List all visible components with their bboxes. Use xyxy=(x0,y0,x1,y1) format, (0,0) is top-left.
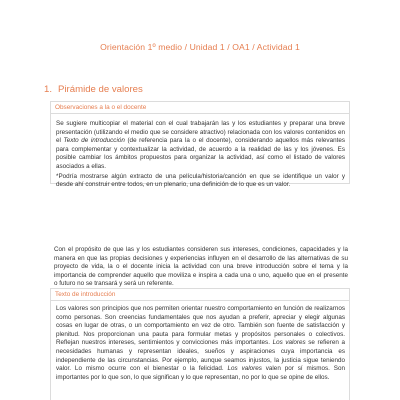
observations-box xyxy=(50,101,350,189)
introduction-text-box xyxy=(50,288,350,400)
introduction-text-paragraph xyxy=(56,305,345,382)
intro-text-part3: valen por sí mismos. Son importantes por lo que son, lo que significan y lo que representan, no por lo que se opine de ellos. xyxy=(56,365,346,381)
observations-paragraph-italic: Texto de introducción xyxy=(63,137,125,145)
intro-text-italic1: Los valores xyxy=(272,339,306,347)
observations-note: *Podría mostrarse algún extracto de una película/historia/canción en que se identifique un valor y desde ahí construir entre todos, en un plenario, una definición de lo que es un valor. xyxy=(56,172,345,189)
introduction-text-box-title: Texto de introducción xyxy=(51,289,349,301)
observations-paragraph-part1: Se sugiere multicopiar el material con el cual trabajarán las y los estudiantes y preparar una breve presentación (utilizando el medio que se considere atractivo) relacionada con los valores contenidos en el xyxy=(56,120,345,145)
intro-text-part1: Los valores son principios que nos permiten orientar nuestro comportamiento en función de realizarnos como personas. Son creencias fundamentales que nos ayudan a preferir, apreciar y elegir algunas cosas en lugar de otras, o un comportamiento en vez de otro. También son fuente de satisfacción y plenitud. Nos proporcionan una pauta para formular metas y propósitos personales o colectivos. Reflejan nuestros intereses, sentimientos y convicciones más importantes. xyxy=(56,305,345,347)
intro-paragraph xyxy=(54,246,348,289)
introduction-text-box-body xyxy=(51,301,349,382)
intro-text-italic2: Los valores xyxy=(227,365,262,373)
observations-paragraph-part2: (de referencia para la o el docente), considerando aquellos más relevantes para complementar y contextualizar la actividad, de acuerdo a la realidad de las y los jóvenes. Es posible cambiar los ámbitos propuestos para organizar la actividad, así como el listado de valores asociados a ellas. xyxy=(56,137,345,170)
section-title: Pirámide de valores xyxy=(58,84,143,95)
observations-paragraph xyxy=(56,120,345,172)
intro-paragraph-text: Con el propósito de que las y los estudiantes consideren sus intereses, condiciones, capacidades y la manera en que las propias decisiones y experiencias influyen en el desarrollo de las alternativas de su proyecto de vida, la o el docente inicia la actividad con una breve introducción sobre el tema y la importancia de comprender aquello que moviliza e inspira a cada una o uno, aquello que en el presente o futuro no se transará y será un referente. xyxy=(54,246,348,288)
observations-box-title: Observaciones a la o el docente xyxy=(51,102,349,114)
intro-text-part2: se refieren a necesidades humanas y representan ideales, sueños y aspiraciones cuya importancia es independiente de las circunstancias. Por ejemplo, aunque seamos injustos, la justicia sigue teniendo valor. Lo mismo ocurre con el bienestar o la felicidad. xyxy=(56,339,345,373)
section-number: 1. xyxy=(44,84,53,95)
page-breadcrumb: Orientación 1º medio / Unidad 1 / OA1 / Actividad 1 xyxy=(100,42,300,52)
observations-box-body xyxy=(51,114,349,190)
section-heading xyxy=(44,84,143,95)
